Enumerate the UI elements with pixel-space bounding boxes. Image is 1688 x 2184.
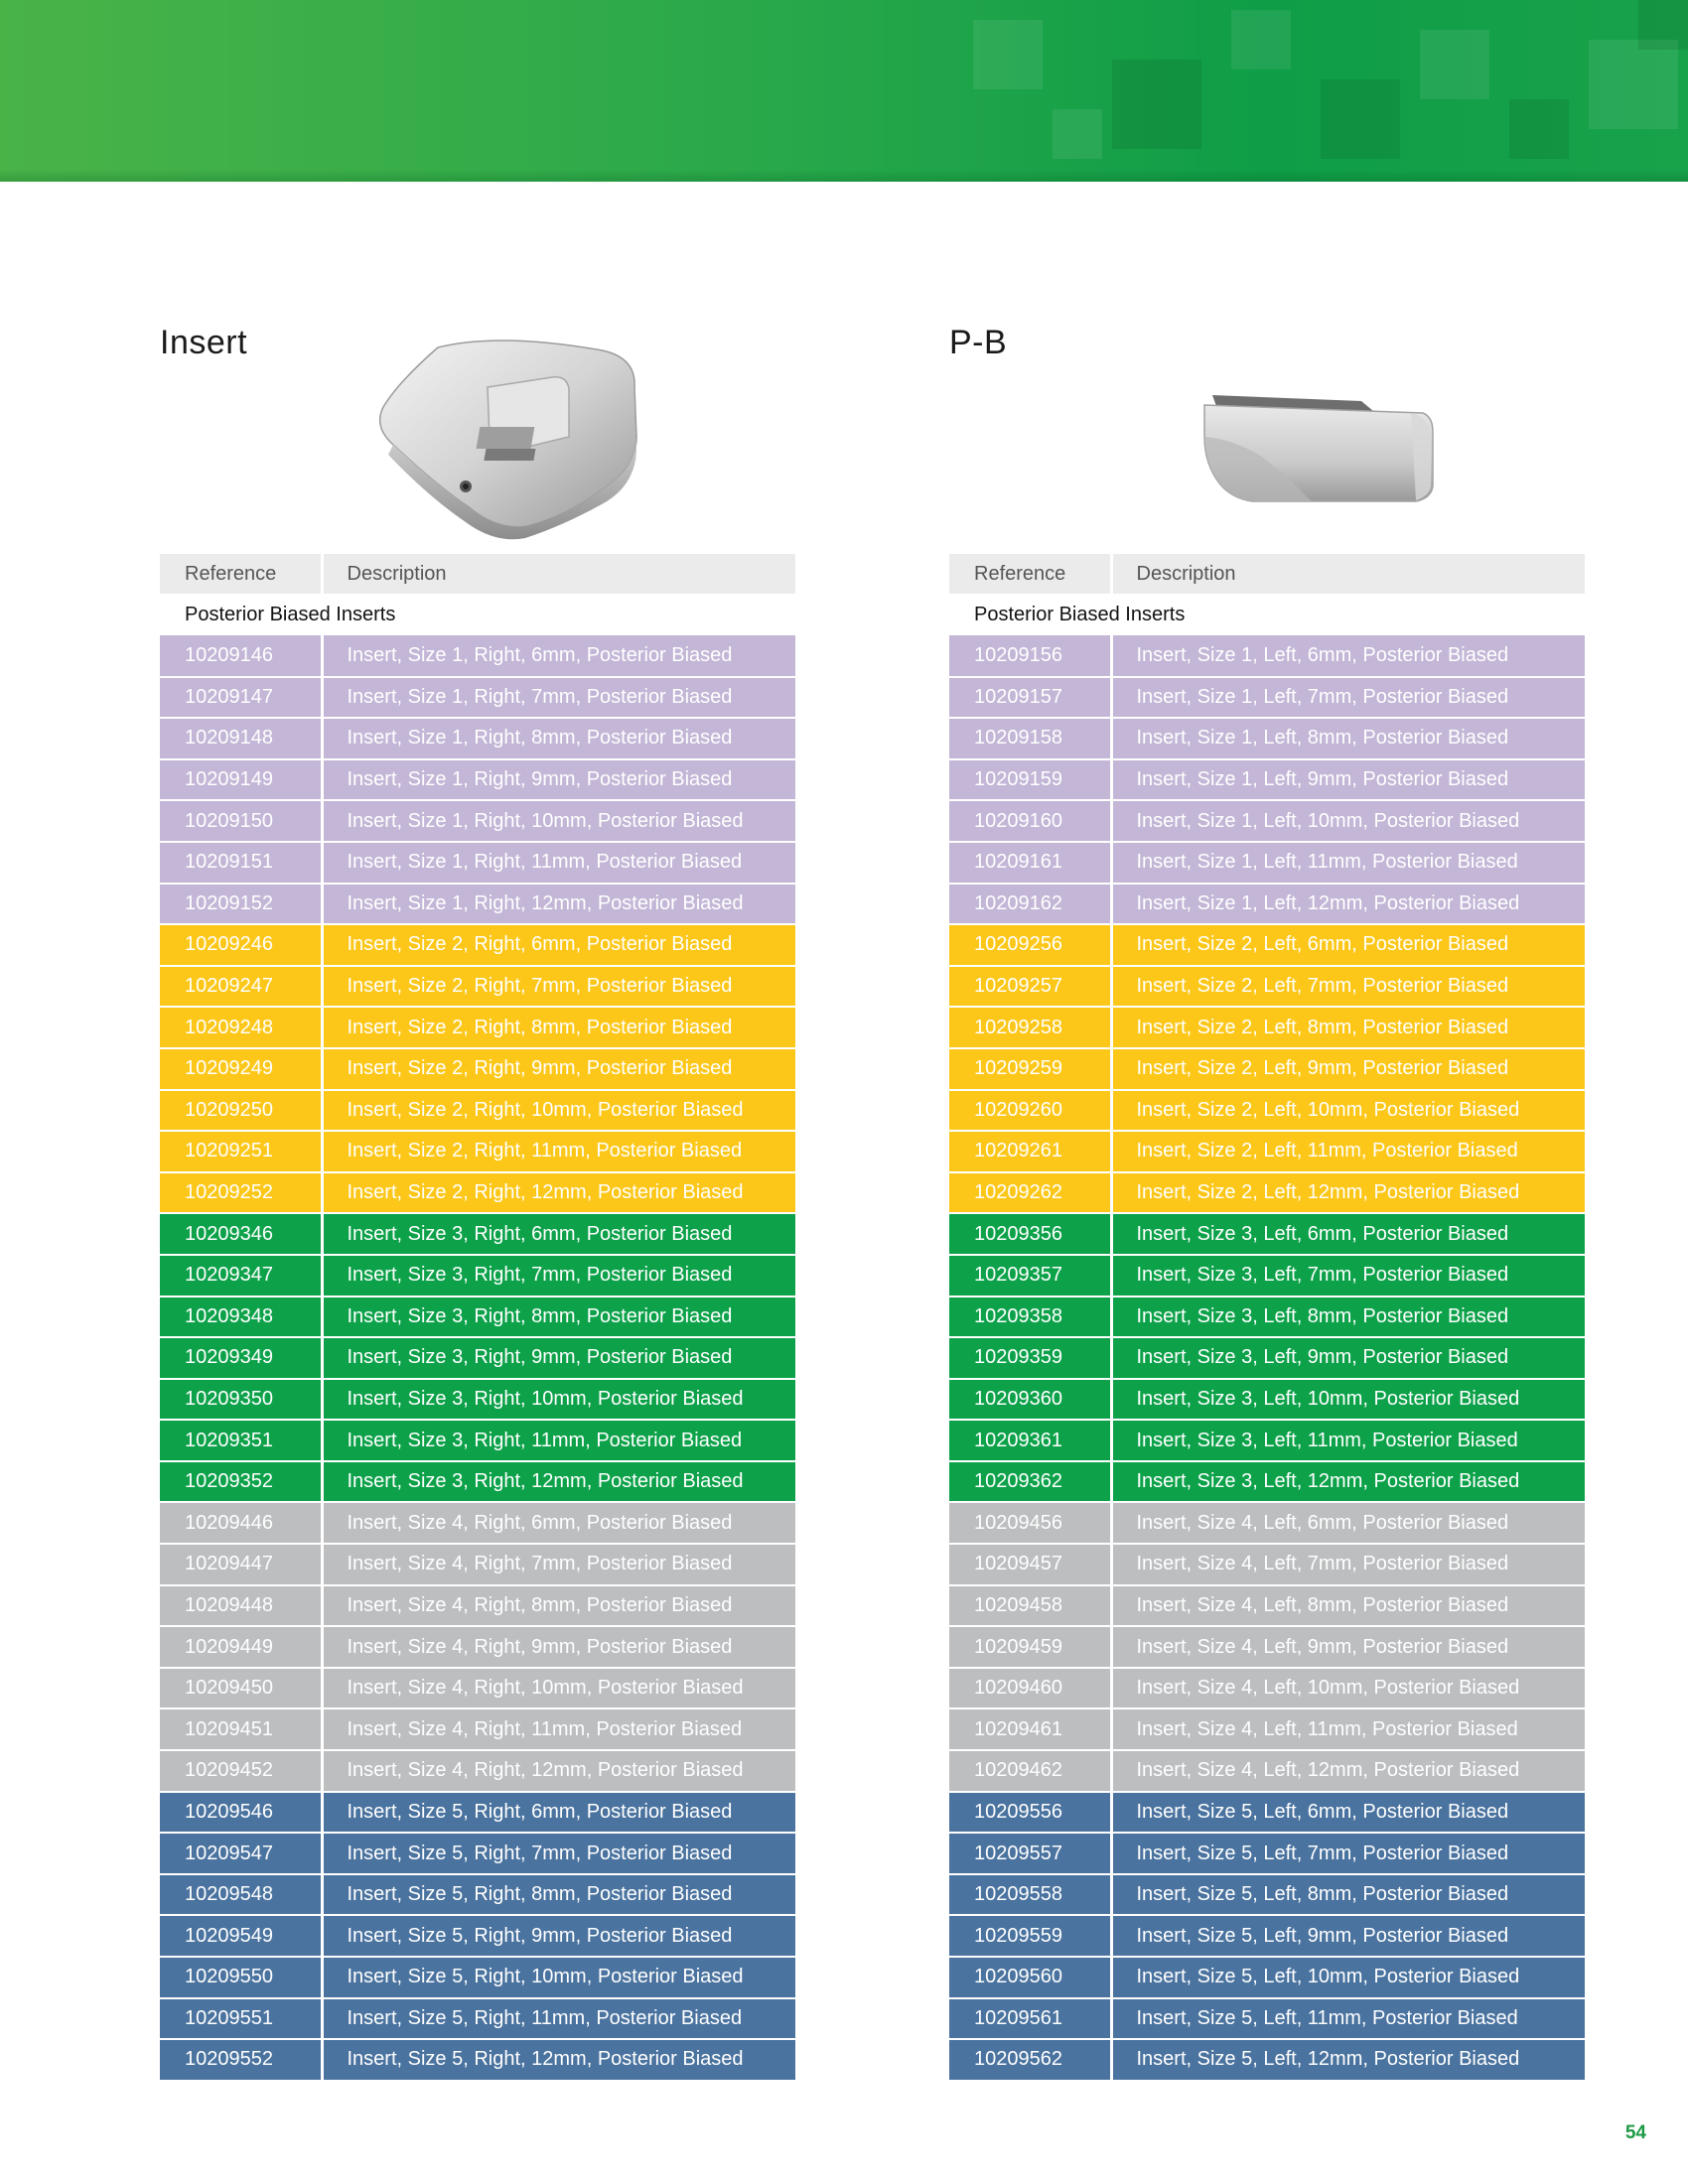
- description-cell: Insert, Size 3, Right, 12mm, Posterior Biased: [322, 1461, 795, 1503]
- table-row: [949, 2039, 1585, 2081]
- reference-cell: 10209346: [160, 1213, 322, 1255]
- table-row: [949, 1131, 1585, 1172]
- table-row: [949, 635, 1585, 677]
- description-cell: Insert, Size 3, Right, 9mm, Posterior Biased: [322, 1337, 795, 1379]
- description-cell: Insert, Size 2, Left, 6mm, Posterior Biased: [1111, 924, 1585, 966]
- reference-cell: 10209548: [160, 1874, 322, 1916]
- table-row: [949, 1090, 1585, 1132]
- table-row: [160, 1874, 795, 1916]
- description-cell: Insert, Size 3, Left, 6mm, Posterior Biased: [1111, 1213, 1585, 1255]
- reference-cell: 10209146: [160, 635, 322, 677]
- table-row: [160, 800, 795, 842]
- table-row: [160, 1998, 795, 2040]
- description-cell: Insert, Size 1, Right, 9mm, Posterior Biased: [322, 759, 795, 801]
- reference-cell: 10209551: [160, 1998, 322, 2040]
- description-cell: Insert, Size 1, Left, 12mm, Posterior Biased: [1111, 884, 1585, 925]
- table-row: [160, 677, 795, 719]
- table-row: [949, 1502, 1585, 1544]
- table-row: [949, 842, 1585, 884]
- table-row: [160, 1337, 795, 1379]
- table-row: [949, 1792, 1585, 1834]
- table-row: [949, 1048, 1585, 1090]
- reference-cell: 10209456: [949, 1502, 1111, 1544]
- reference-cell: 10209251: [160, 1131, 322, 1172]
- reference-cell: 10209160: [949, 800, 1111, 842]
- table-row: [949, 1626, 1585, 1668]
- table-row: [949, 1255, 1585, 1297]
- table-row: [160, 1090, 795, 1132]
- table-row: [160, 1048, 795, 1090]
- section-title: Insert: [160, 324, 248, 361]
- table-row: [160, 759, 795, 801]
- table-row: [949, 1544, 1585, 1585]
- reference-cell: 10209446: [160, 1502, 322, 1544]
- description-cell: Insert, Size 3, Right, 8mm, Posterior Biased: [322, 1297, 795, 1338]
- reference-cell: 10209362: [949, 1461, 1111, 1503]
- description-cell: Insert, Size 5, Right, 7mm, Posterior Biased: [322, 1833, 795, 1874]
- table-row: [949, 1337, 1585, 1379]
- description-cell: Insert, Size 4, Right, 11mm, Posterior Biased: [322, 1708, 795, 1750]
- table-row: [160, 635, 795, 677]
- table-row: [949, 924, 1585, 966]
- description-cell: Insert, Size 5, Right, 8mm, Posterior Biased: [322, 1874, 795, 1916]
- insert-product-image: [358, 328, 716, 556]
- reference-cell: 10209558: [949, 1874, 1111, 1916]
- description-cell: Insert, Size 3, Right, 7mm, Posterior Biased: [322, 1255, 795, 1297]
- reference-cell: 10209262: [949, 1172, 1111, 1214]
- reference-cell: 10209447: [160, 1544, 322, 1585]
- description-cell: Insert, Size 4, Left, 11mm, Posterior Biased: [1111, 1708, 1585, 1750]
- reference-cell: 10209148: [160, 718, 322, 759]
- description-cell: Insert, Size 2, Left, 10mm, Posterior Biased: [1111, 1090, 1585, 1132]
- reference-cell: 10209360: [949, 1379, 1111, 1421]
- column-header-reference: Reference: [160, 554, 322, 594]
- description-cell: Insert, Size 1, Left, 7mm, Posterior Biased: [1111, 677, 1585, 719]
- description-cell: Insert, Size 5, Right, 11mm, Posterior Biased: [322, 1998, 795, 2040]
- column-header-reference: Reference: [949, 554, 1111, 594]
- description-cell: Insert, Size 1, Left, 10mm, Posterior Biased: [1111, 800, 1585, 842]
- reference-cell: 10209356: [949, 1213, 1111, 1255]
- table-row: [160, 1585, 795, 1627]
- reference-cell: 10209259: [949, 1048, 1111, 1090]
- reference-cell: 10209246: [160, 924, 322, 966]
- description-cell: Insert, Size 5, Left, 10mm, Posterior Biased: [1111, 1957, 1585, 1998]
- description-cell: Insert, Size 5, Left, 9mm, Posterior Biased: [1111, 1915, 1585, 1957]
- reference-cell: 10209559: [949, 1915, 1111, 1957]
- column-header-description: Description: [1111, 554, 1585, 594]
- reference-cell: 10209462: [949, 1750, 1111, 1792]
- column-header-description: Description: [322, 554, 795, 594]
- reference-cell: 10209546: [160, 1792, 322, 1834]
- description-cell: Insert, Size 2, Right, 8mm, Posterior Biased: [322, 1007, 795, 1048]
- table-row: [949, 1379, 1585, 1421]
- section-title: P-B: [949, 324, 1008, 361]
- reference-cell: 10209158: [949, 718, 1111, 759]
- reference-cell: 10209157: [949, 677, 1111, 719]
- table-row: [160, 1213, 795, 1255]
- reference-cell: 10209351: [160, 1420, 322, 1461]
- table-row: [160, 1420, 795, 1461]
- description-cell: Insert, Size 4, Left, 10mm, Posterior Biased: [1111, 1668, 1585, 1709]
- reference-cell: 10209560: [949, 1957, 1111, 1998]
- reference-cell: 10209457: [949, 1544, 1111, 1585]
- reference-cell: 10209361: [949, 1420, 1111, 1461]
- description-cell: Insert, Size 4, Left, 6mm, Posterior Biased: [1111, 1502, 1585, 1544]
- table-row: [160, 1957, 795, 1998]
- table-row: [160, 1379, 795, 1421]
- description-cell: Insert, Size 5, Right, 10mm, Posterior Biased: [322, 1957, 795, 1998]
- table-row: [949, 1833, 1585, 1874]
- reference-table: [160, 554, 795, 2082]
- description-cell: Insert, Size 3, Left, 8mm, Posterior Biased: [1111, 1297, 1585, 1338]
- table-row: [949, 1874, 1585, 1916]
- table-row: [160, 1007, 795, 1048]
- description-cell: Insert, Size 2, Left, 7mm, Posterior Biased: [1111, 966, 1585, 1008]
- description-cell: Insert, Size 4, Left, 8mm, Posterior Biased: [1111, 1585, 1585, 1627]
- reference-cell: 10209552: [160, 2039, 322, 2081]
- table-row: [949, 1998, 1585, 2040]
- reference-cell: 10209159: [949, 759, 1111, 801]
- reference-cell: 10209256: [949, 924, 1111, 966]
- table-row: [949, 884, 1585, 925]
- table-row: [160, 2039, 795, 2081]
- description-cell: Insert, Size 2, Left, 11mm, Posterior Biased: [1111, 1131, 1585, 1172]
- table-row: [949, 1668, 1585, 1709]
- description-cell: Insert, Size 2, Left, 12mm, Posterior Biased: [1111, 1172, 1585, 1214]
- description-cell: Insert, Size 1, Left, 8mm, Posterior Biased: [1111, 718, 1585, 759]
- table-row: [160, 1750, 795, 1792]
- reference-cell: 10209561: [949, 1998, 1111, 2040]
- reference-cell: 10209350: [160, 1379, 322, 1421]
- description-cell: Insert, Size 2, Right, 12mm, Posterior Biased: [322, 1172, 795, 1214]
- table-row: [160, 884, 795, 925]
- description-cell: Insert, Size 3, Left, 10mm, Posterior Biased: [1111, 1379, 1585, 1421]
- description-cell: Insert, Size 5, Left, 8mm, Posterior Biased: [1111, 1874, 1585, 1916]
- table-row: [949, 1213, 1585, 1255]
- description-cell: Insert, Size 3, Right, 6mm, Posterior Biased: [322, 1213, 795, 1255]
- table-row: [160, 718, 795, 759]
- reference-cell: 10209249: [160, 1048, 322, 1090]
- table-row: [949, 800, 1585, 842]
- table-row: [949, 1461, 1585, 1503]
- reference-cell: 10209151: [160, 842, 322, 884]
- table-row: [949, 1708, 1585, 1750]
- reference-cell: 10209261: [949, 1131, 1111, 1172]
- description-cell: Insert, Size 1, Left, 6mm, Posterior Biased: [1111, 635, 1585, 677]
- reference-cell: 10209450: [160, 1668, 322, 1709]
- description-cell: Insert, Size 1, Left, 11mm, Posterior Biased: [1111, 842, 1585, 884]
- reference-cell: 10209257: [949, 966, 1111, 1008]
- table-row: [160, 1915, 795, 1957]
- description-cell: Insert, Size 3, Left, 7mm, Posterior Biased: [1111, 1255, 1585, 1297]
- reference-cell: 10209258: [949, 1007, 1111, 1048]
- description-cell: Insert, Size 2, Right, 6mm, Posterior Biased: [322, 924, 795, 966]
- reference-cell: 10209150: [160, 800, 322, 842]
- description-cell: Insert, Size 5, Left, 11mm, Posterior Biased: [1111, 1998, 1585, 2040]
- description-cell: Insert, Size 4, Right, 12mm, Posterior Biased: [322, 1750, 795, 1792]
- description-cell: Insert, Size 2, Right, 9mm, Posterior Biased: [322, 1048, 795, 1090]
- reference-cell: 10209359: [949, 1337, 1111, 1379]
- insert-profile-image: [1113, 328, 1471, 556]
- description-cell: Insert, Size 5, Right, 6mm, Posterior Biased: [322, 1792, 795, 1834]
- description-cell: Insert, Size 4, Left, 7mm, Posterior Biased: [1111, 1544, 1585, 1585]
- reference-cell: 10209161: [949, 842, 1111, 884]
- table-row: [949, 1420, 1585, 1461]
- table-row: [160, 1131, 795, 1172]
- reference-cell: 10209458: [949, 1585, 1111, 1627]
- reference-cell: 10209147: [160, 677, 322, 719]
- reference-cell: 10209459: [949, 1626, 1111, 1668]
- description-cell: Insert, Size 1, Right, 6mm, Posterior Biased: [322, 635, 795, 677]
- group-label: Posterior Biased Inserts: [160, 594, 795, 635]
- table-row: [949, 1585, 1585, 1627]
- reference-cell: 10209448: [160, 1585, 322, 1627]
- description-cell: Insert, Size 1, Right, 10mm, Posterior Biased: [322, 800, 795, 842]
- table-row: [160, 1502, 795, 1544]
- description-cell: Insert, Size 2, Left, 8mm, Posterior Biased: [1111, 1007, 1585, 1048]
- reference-cell: 10209550: [160, 1957, 322, 1998]
- table-row: [160, 1297, 795, 1338]
- reference-cell: 10209252: [160, 1172, 322, 1214]
- table-row: [949, 759, 1585, 801]
- description-cell: Insert, Size 3, Left, 12mm, Posterior Biased: [1111, 1461, 1585, 1503]
- reference-cell: 10209156: [949, 635, 1111, 677]
- table-row: [160, 924, 795, 966]
- table-row: [160, 1255, 795, 1297]
- description-cell: Insert, Size 1, Right, 11mm, Posterior Biased: [322, 842, 795, 884]
- reference-cell: 10209358: [949, 1297, 1111, 1338]
- description-cell: Insert, Size 5, Right, 12mm, Posterior Biased: [322, 2039, 795, 2081]
- description-cell: Insert, Size 5, Left, 12mm, Posterior Biased: [1111, 2039, 1585, 2081]
- reference-cell: 10209357: [949, 1255, 1111, 1297]
- reference-cell: 10209549: [160, 1915, 322, 1957]
- description-cell: Insert, Size 1, Right, 8mm, Posterior Biased: [322, 718, 795, 759]
- reference-cell: 10209260: [949, 1090, 1111, 1132]
- table-row: [160, 842, 795, 884]
- description-cell: Insert, Size 1, Left, 9mm, Posterior Biased: [1111, 759, 1585, 801]
- description-cell: Insert, Size 4, Right, 10mm, Posterior Biased: [322, 1668, 795, 1709]
- group-label: Posterior Biased Inserts: [949, 594, 1585, 635]
- reference-cell: 10209352: [160, 1461, 322, 1503]
- table-row: [160, 1172, 795, 1214]
- description-cell: Insert, Size 4, Left, 12mm, Posterior Biased: [1111, 1750, 1585, 1792]
- table-row: [949, 1297, 1585, 1338]
- description-cell: Insert, Size 3, Left, 9mm, Posterior Biased: [1111, 1337, 1585, 1379]
- reference-cell: 10209556: [949, 1792, 1111, 1834]
- description-cell: Insert, Size 3, Right, 10mm, Posterior Biased: [322, 1379, 795, 1421]
- table-row: [160, 1833, 795, 1874]
- reference-cell: 10209348: [160, 1297, 322, 1338]
- table-row: [949, 677, 1585, 719]
- description-cell: Insert, Size 1, Right, 7mm, Posterior Biased: [322, 677, 795, 719]
- reference-cell: 10209152: [160, 884, 322, 925]
- reference-cell: 10209562: [949, 2039, 1111, 2081]
- description-cell: Insert, Size 2, Right, 10mm, Posterior Biased: [322, 1090, 795, 1132]
- description-cell: Insert, Size 4, Right, 7mm, Posterior Biased: [322, 1544, 795, 1585]
- table-row: [160, 1792, 795, 1834]
- description-cell: Insert, Size 5, Left, 7mm, Posterior Biased: [1111, 1833, 1585, 1874]
- table-row: [160, 1544, 795, 1585]
- table-row: [949, 1957, 1585, 1998]
- table-row: [160, 1626, 795, 1668]
- reference-cell: 10209460: [949, 1668, 1111, 1709]
- table-row: [949, 1172, 1585, 1214]
- table-row: [949, 1750, 1585, 1792]
- table-row: [160, 966, 795, 1008]
- table-row: [949, 966, 1585, 1008]
- reference-cell: 10209347: [160, 1255, 322, 1297]
- description-cell: Insert, Size 4, Left, 9mm, Posterior Biased: [1111, 1626, 1585, 1668]
- description-cell: Insert, Size 1, Right, 12mm, Posterior Biased: [322, 884, 795, 925]
- reference-cell: 10209547: [160, 1833, 322, 1874]
- header-banner: [0, 0, 1688, 182]
- reference-cell: 10209149: [160, 759, 322, 801]
- reference-cell: 10209349: [160, 1337, 322, 1379]
- description-cell: Insert, Size 5, Right, 9mm, Posterior Biased: [322, 1915, 795, 1957]
- description-cell: Insert, Size 3, Right, 11mm, Posterior Biased: [322, 1420, 795, 1461]
- table-row: [949, 718, 1585, 759]
- description-cell: Insert, Size 3, Left, 11mm, Posterior Biased: [1111, 1420, 1585, 1461]
- reference-cell: 10209451: [160, 1708, 322, 1750]
- description-cell: Insert, Size 2, Right, 11mm, Posterior Biased: [322, 1131, 795, 1172]
- reference-cell: 10209248: [160, 1007, 322, 1048]
- reference-table: [949, 554, 1585, 2082]
- reference-cell: 10209452: [160, 1750, 322, 1792]
- page-number: 54: [1624, 2122, 1646, 2143]
- description-cell: Insert, Size 4, Right, 6mm, Posterior Biased: [322, 1502, 795, 1544]
- description-cell: Insert, Size 2, Right, 7mm, Posterior Biased: [322, 966, 795, 1008]
- table-row: [160, 1668, 795, 1709]
- table-row: [949, 1007, 1585, 1048]
- table-row: [160, 1461, 795, 1503]
- description-cell: Insert, Size 2, Left, 9mm, Posterior Biased: [1111, 1048, 1585, 1090]
- description-cell: Insert, Size 5, Left, 6mm, Posterior Biased: [1111, 1792, 1585, 1834]
- reference-cell: 10209247: [160, 966, 322, 1008]
- reference-cell: 10209250: [160, 1090, 322, 1132]
- description-cell: Insert, Size 4, Right, 9mm, Posterior Biased: [322, 1626, 795, 1668]
- reference-cell: 10209162: [949, 884, 1111, 925]
- reference-cell: 10209557: [949, 1833, 1111, 1874]
- table-row: [949, 1915, 1585, 1957]
- description-cell: Insert, Size 4, Right, 8mm, Posterior Biased: [322, 1585, 795, 1627]
- reference-cell: 10209461: [949, 1708, 1111, 1750]
- reference-cell: 10209449: [160, 1626, 322, 1668]
- table-row: [160, 1708, 795, 1750]
